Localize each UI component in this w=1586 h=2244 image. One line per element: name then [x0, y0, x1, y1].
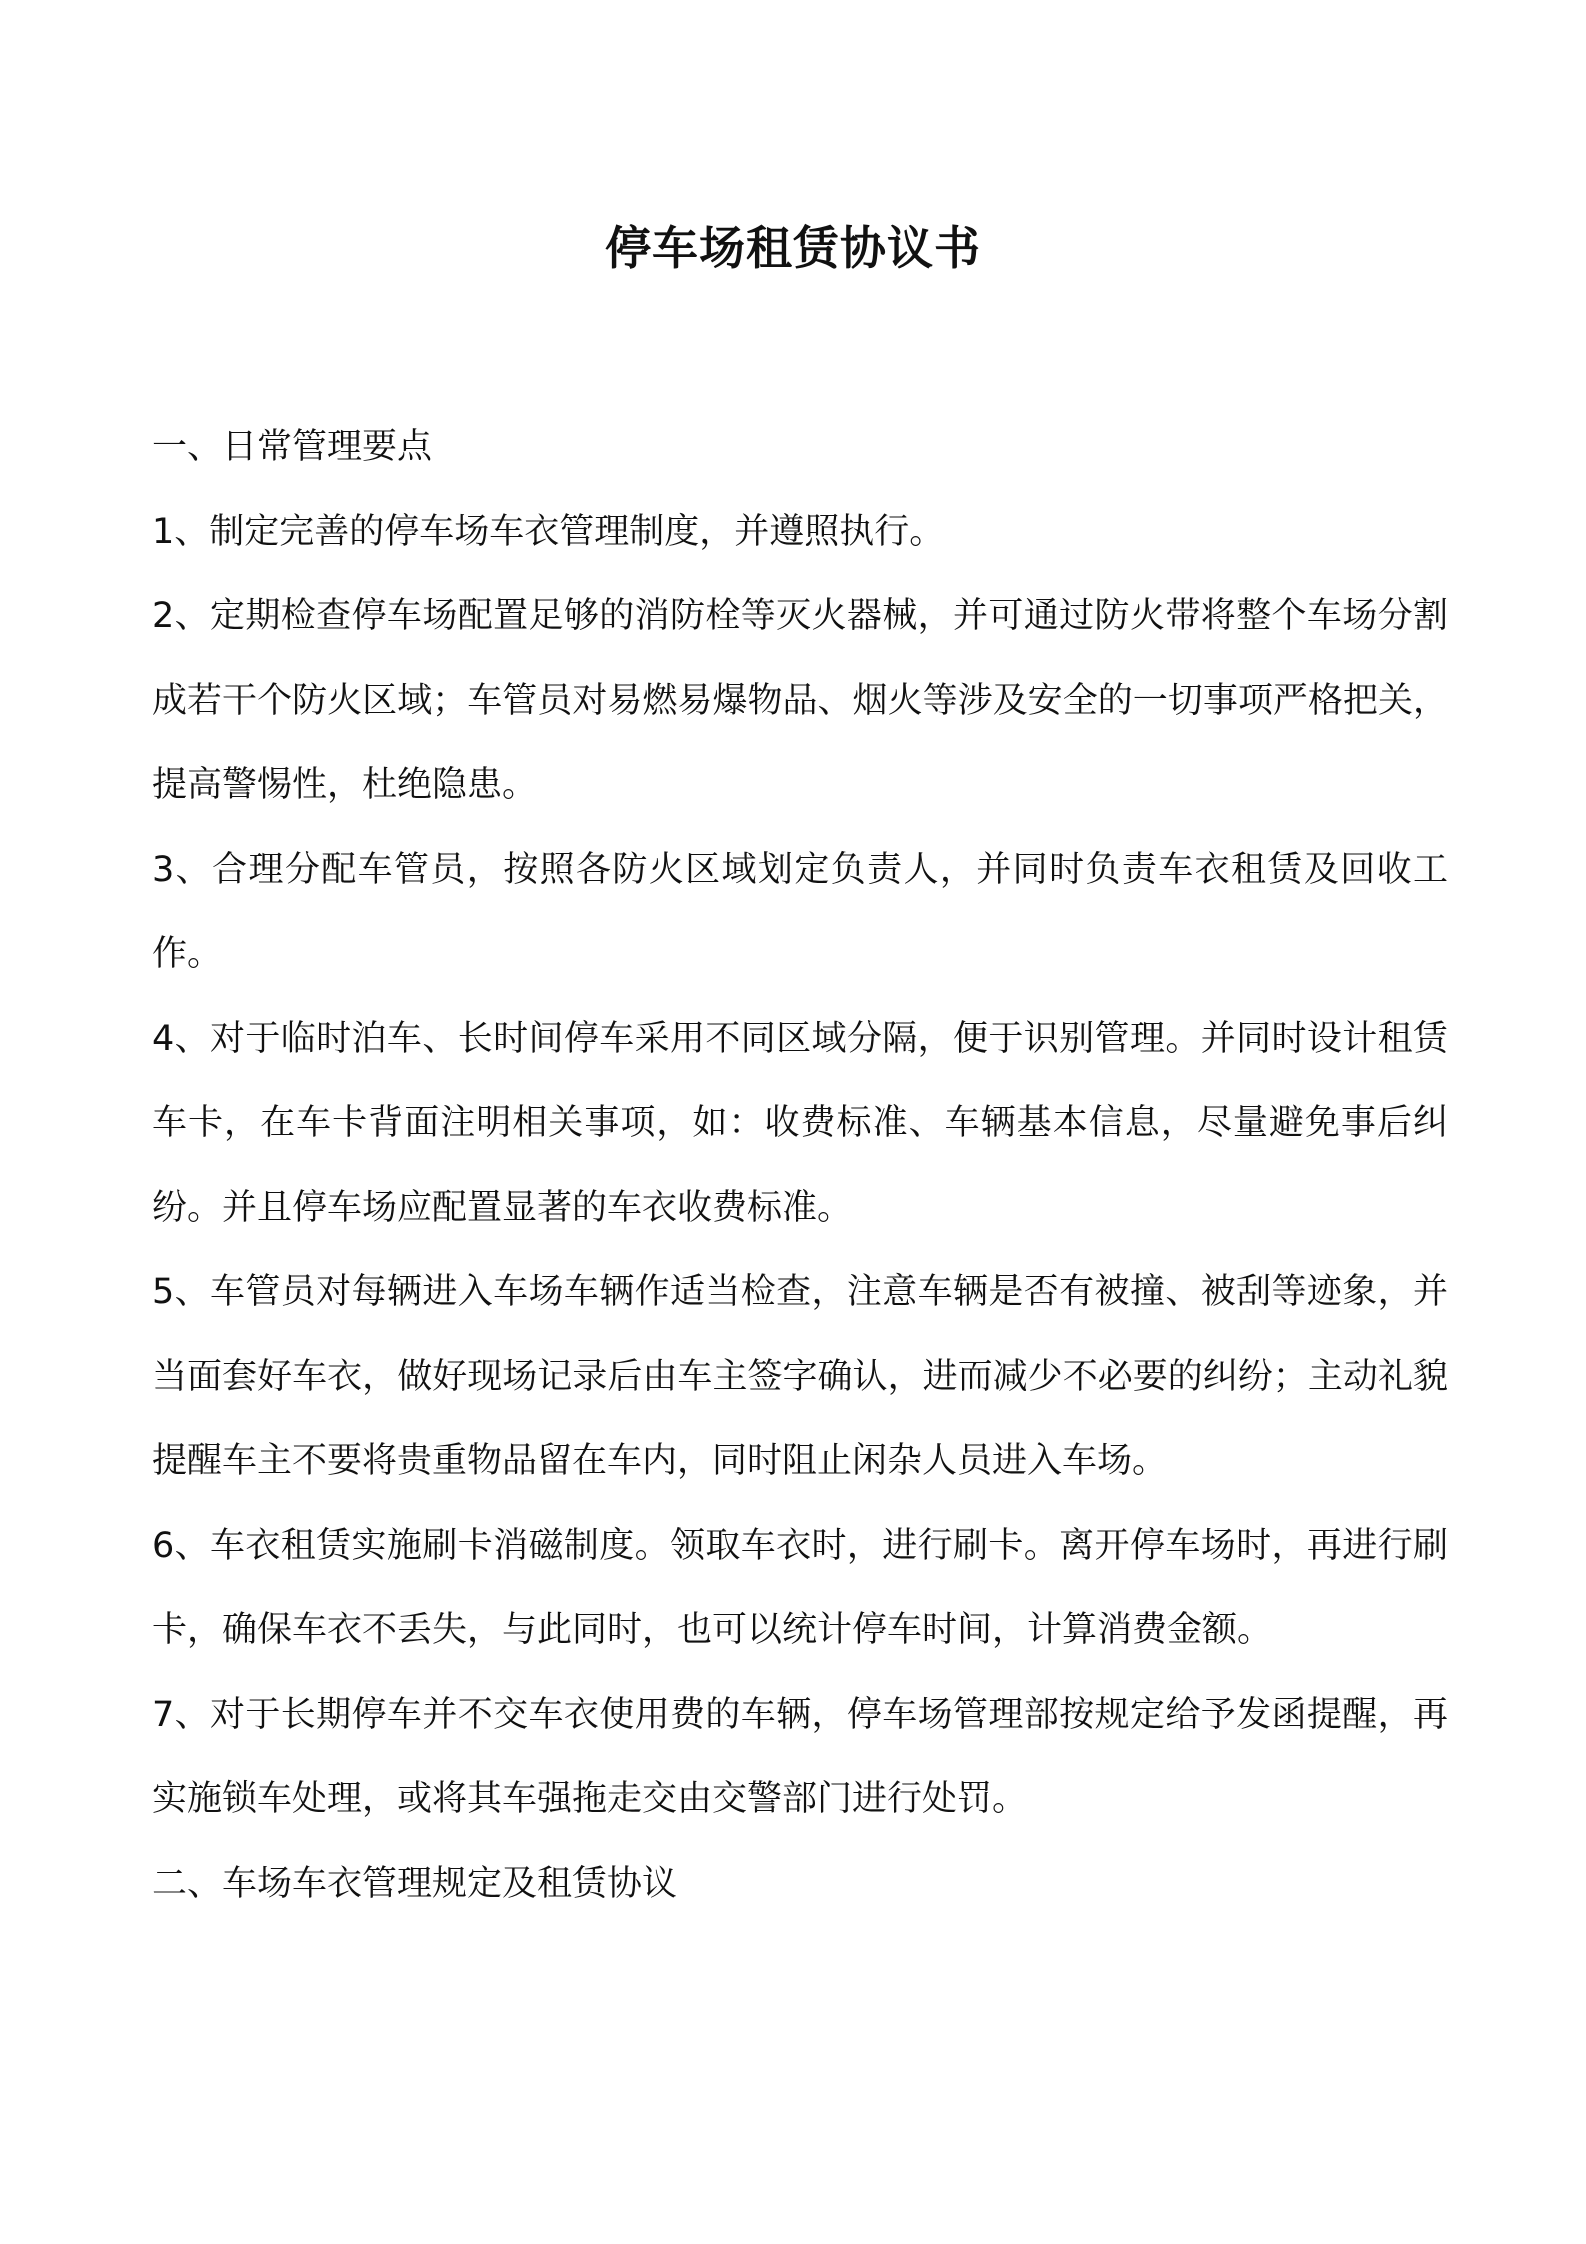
list-item-2: 2、定期检查停车场配置足够的消防栓等灭火器械，并可通过防火带将整个车场分割成若干个防火区域；车管员对易燃易爆物品、烟火等涉及安全的一切事项严格把关，提高警惕性，杜绝隐患。	[152, 596, 1448, 805]
list-item-1: 1、制定完善的停车场车衣管理制度，并遵照执行。	[152, 511, 945, 552]
section-heading-daily-management: 一、日常管理要点	[152, 427, 433, 467]
list-item-3: 3、合理分配车管员，按照各防火区域划定负责人，并同时负责车衣租赁及回收工作。	[152, 849, 1448, 974]
list-item-4: 4、对于临时泊车、长时间停车采用不同区域分隔，便于识别管理。并同时设计租赁车卡，在车卡背面注明相关事项，如：收费标准、车辆基本信息，尽量避免事后纠纷。并且停车场应配置显著的车衣收费标准。	[152, 1018, 1448, 1228]
document-body	[152, 405, 1448, 1926]
section-heading-rental-agreement: 二、车场车衣管理规定及租赁协议	[152, 1863, 678, 1904]
document-title: 停车场租赁协议书	[605, 221, 981, 275]
list-item-6: 6、车衣租赁实施刷卡消磁制度。领取车衣时，进行刷卡。离开停车场时，再进行刷卡，确保车衣不丢失，与此同时，也可以统计停车时间，计算消费金额。	[152, 1525, 1448, 1650]
list-item-5: 5、车管员对每辆进入车场车辆作适当检查，注意车辆是否有被撞、被刮等迹象，并当面套好车衣，做好现场记录后由车主签字确认，进而减少不必要的纠纷；主动礼貌提醒车主不要将贵重物品留在车内，同时阻止闲杂人员进入车场。	[152, 1272, 1448, 1481]
list-item-7: 7、对于长期停车并不交车衣使用费的车辆，停车场管理部按规定给予发函提醒，再实施锁车处理，或将其车强拖走交由交警部门进行处罚。	[152, 1694, 1448, 1819]
